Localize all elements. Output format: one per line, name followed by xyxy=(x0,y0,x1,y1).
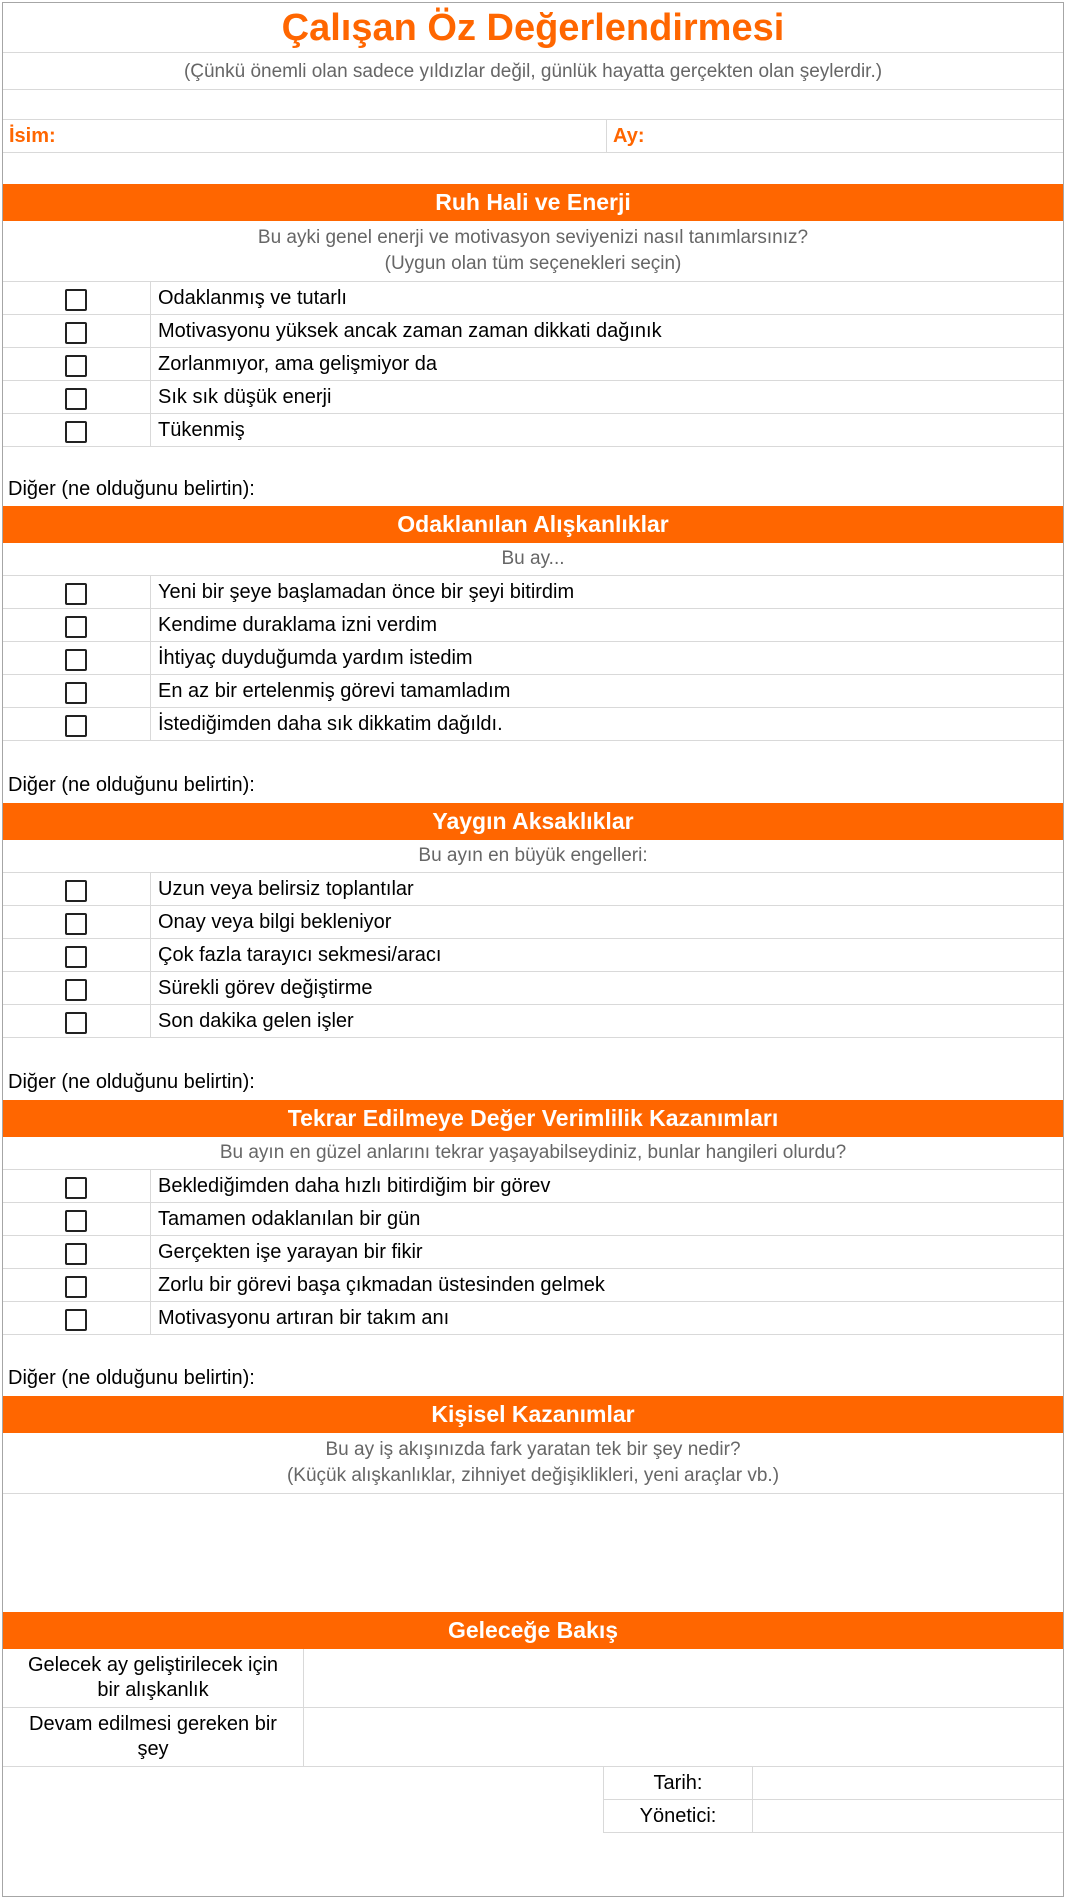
checklist-label: Tükenmiş xyxy=(158,419,245,441)
prompt-line: Bu ayın en büyük engelleri: xyxy=(418,845,648,866)
outlook-label xyxy=(3,1712,303,1762)
outlook-answer-field[interactable] xyxy=(304,1649,1063,1708)
header-row xyxy=(3,120,1063,153)
section-header-wins: Tekrar Edilmeye Değer Verimlilik Kazanımları xyxy=(3,1100,1063,1137)
other-label[interactable]: Diğer (ne olduğunu belirtin): xyxy=(8,1367,255,1389)
checklist-row xyxy=(3,609,1063,642)
checkbox[interactable] xyxy=(65,979,87,1001)
section-header-habits: Odaklanılan Alışkanlıklar xyxy=(3,506,1063,543)
signoff-block xyxy=(3,1767,1063,1833)
checklist-row xyxy=(3,873,1063,906)
checklist-label: Motivasyonu yüksek ancak zaman zaman dikkati dağınık xyxy=(158,320,662,342)
checkbox[interactable] xyxy=(65,583,87,605)
checklist-label: Yeni bir şeye başlamadan önce bir şeyi bitirdim xyxy=(158,581,575,603)
checklist-label: Zorlanmıyor, ama gelişmiyor da xyxy=(158,353,437,375)
checkbox[interactable] xyxy=(65,421,87,443)
checkbox[interactable] xyxy=(65,1276,87,1298)
checkbox[interactable] xyxy=(65,682,87,704)
spacer-row xyxy=(3,153,1063,184)
checklist-row xyxy=(3,1236,1063,1269)
checklist-row xyxy=(3,939,1063,972)
section-prompt xyxy=(3,1137,1063,1170)
checklist-row xyxy=(3,1005,1063,1038)
checkbox[interactable] xyxy=(65,1309,87,1331)
personal-answer-area[interactable] xyxy=(3,1494,1063,1612)
checklist-row xyxy=(3,675,1063,708)
checklist-label: En az bir ertelenmiş görevi tamamladım xyxy=(158,680,511,702)
other-label[interactable]: Diğer (ne olduğunu belirtin): xyxy=(8,1071,255,1093)
checklist-row xyxy=(3,282,1063,315)
spacer-row xyxy=(3,90,1063,120)
checkbox[interactable] xyxy=(65,880,87,902)
checklist-label: Onay veya bilgi bekleniyor xyxy=(158,911,392,933)
checklist-label: İhtiyaç duyduğumda yardım istedim xyxy=(158,647,473,669)
checkbox[interactable] xyxy=(65,1177,87,1199)
checklist-row xyxy=(3,1203,1063,1236)
checklist-label: Kendime duraklama izni verdim xyxy=(158,614,438,636)
outlook-row xyxy=(3,1708,1063,1767)
outlook-row xyxy=(3,1649,1063,1708)
name-label: İsim: xyxy=(9,125,56,147)
month-field[interactable] xyxy=(653,120,1053,153)
label-line: Gelecek ay geliştirilecek için xyxy=(27,1654,279,1676)
checklist-row xyxy=(3,1302,1063,1335)
checkbox[interactable] xyxy=(65,1243,87,1265)
section-prompt xyxy=(3,1433,1063,1494)
checklist-label: Çok fazla tarayıcı sekmesi/aracı xyxy=(158,944,442,966)
checkbox[interactable] xyxy=(65,649,87,671)
prompt-line: Bu ayın en güzel anlarını tekrar yaşayabilseydiniz, bunlar hangileri olurdu? xyxy=(219,1142,847,1163)
section-header-disruptions: Yaygın Aksaklıklar xyxy=(3,803,1063,840)
checklist-label: Uzun veya belirsiz toplantılar xyxy=(158,878,414,900)
outlook-answer-field[interactable] xyxy=(304,1708,1063,1767)
checklist-label: Sürekli görev değiştirme xyxy=(158,977,373,999)
checklist-row xyxy=(3,642,1063,675)
prompt-line: Bu ay... xyxy=(501,548,565,569)
label-line: Devam edilmesi gereken bir xyxy=(29,1713,277,1735)
prompt-line: Bu ay iş akışınızda fark yaratan tek bir şey nedir? xyxy=(325,1439,741,1460)
section-header-outlook: Geleceğe Bakış xyxy=(3,1612,1063,1649)
checklist-row xyxy=(3,348,1063,381)
section-prompt xyxy=(3,840,1063,873)
page-title: Çalışan Öz Değerlendirmesi xyxy=(3,3,1063,53)
page-subtitle: (Çünkü önemli olan sadece yıldızlar değil, günlük hayatta gerçekten olan şeylerdir.) xyxy=(3,57,1063,90)
prompt-line: (Uygun olan tüm seçenekleri seçin) xyxy=(384,253,682,274)
checklist-label: İstediğimden daha sık dikkatim dağıldı. xyxy=(158,713,503,735)
label-line: şey xyxy=(137,1738,169,1760)
checklist-row xyxy=(3,576,1063,609)
checklist-label: Sık sık düşük enerji xyxy=(158,386,332,408)
section-prompt xyxy=(3,221,1063,282)
checkbox[interactable] xyxy=(65,289,87,311)
checkbox[interactable] xyxy=(65,913,87,935)
section-prompt xyxy=(3,543,1063,576)
checklist-row xyxy=(3,381,1063,414)
other-label[interactable]: Diğer (ne olduğunu belirtin): xyxy=(8,478,255,500)
checkbox[interactable] xyxy=(65,388,87,410)
checklist-label: Son dakika gelen işler xyxy=(158,1010,354,1032)
manager-field[interactable] xyxy=(753,1800,1063,1832)
date-label: Tarih: xyxy=(653,1772,703,1794)
checklist-label: Motivasyonu artıran bir takım anı xyxy=(158,1307,450,1329)
name-field[interactable] xyxy=(63,120,603,153)
section-header-mood: Ruh Hali ve Enerji xyxy=(3,184,1063,221)
checkbox[interactable] xyxy=(65,1012,87,1034)
month-label: Ay: xyxy=(613,125,645,147)
checklist-label: Odaklanmış ve tutarlı xyxy=(158,287,347,309)
checkbox[interactable] xyxy=(65,1210,87,1232)
checklist-row xyxy=(3,906,1063,939)
checklist-row xyxy=(3,414,1063,447)
prompt-line: (Küçük alışkanlıklar, zihniyet değişiklikleri, yeni araçlar vb.) xyxy=(286,1465,780,1486)
other-label[interactable]: Diğer (ne olduğunu belirtin): xyxy=(8,774,255,796)
checkbox[interactable] xyxy=(65,715,87,737)
checklist-label: Gerçekten işe yarayan bir fikir xyxy=(158,1241,423,1263)
prompt-line: Bu ayki genel enerji ve motivasyon seviyenizi nasıl tanımlarsınız? xyxy=(257,227,809,248)
checklist-row xyxy=(3,315,1063,348)
checkbox[interactable] xyxy=(65,946,87,968)
checkbox[interactable] xyxy=(65,322,87,344)
checklist-label: Beklediğimden daha hızlı bitirdiğim bir görev xyxy=(158,1175,551,1197)
checklist-row xyxy=(3,972,1063,1005)
checklist-label: Tamamen odaklanılan bir gün xyxy=(158,1208,421,1230)
checklist-row xyxy=(3,1170,1063,1203)
label-line: bir alışkanlık xyxy=(97,1679,209,1701)
manager-label: Yönetici: xyxy=(639,1805,717,1827)
divider xyxy=(603,1832,1063,1833)
checkbox[interactable] xyxy=(65,355,87,377)
date-field[interactable] xyxy=(753,1767,1063,1799)
checklist-label: Zorlu bir görevi başa çıkmadan üstesinden gelmek xyxy=(158,1274,605,1296)
section-header-personal: Kişisel Kazanımlar xyxy=(3,1396,1063,1433)
checklist-row xyxy=(3,1269,1063,1302)
outlook-label xyxy=(3,1653,303,1703)
checklist-row xyxy=(3,708,1063,741)
checkbox[interactable] xyxy=(65,616,87,638)
